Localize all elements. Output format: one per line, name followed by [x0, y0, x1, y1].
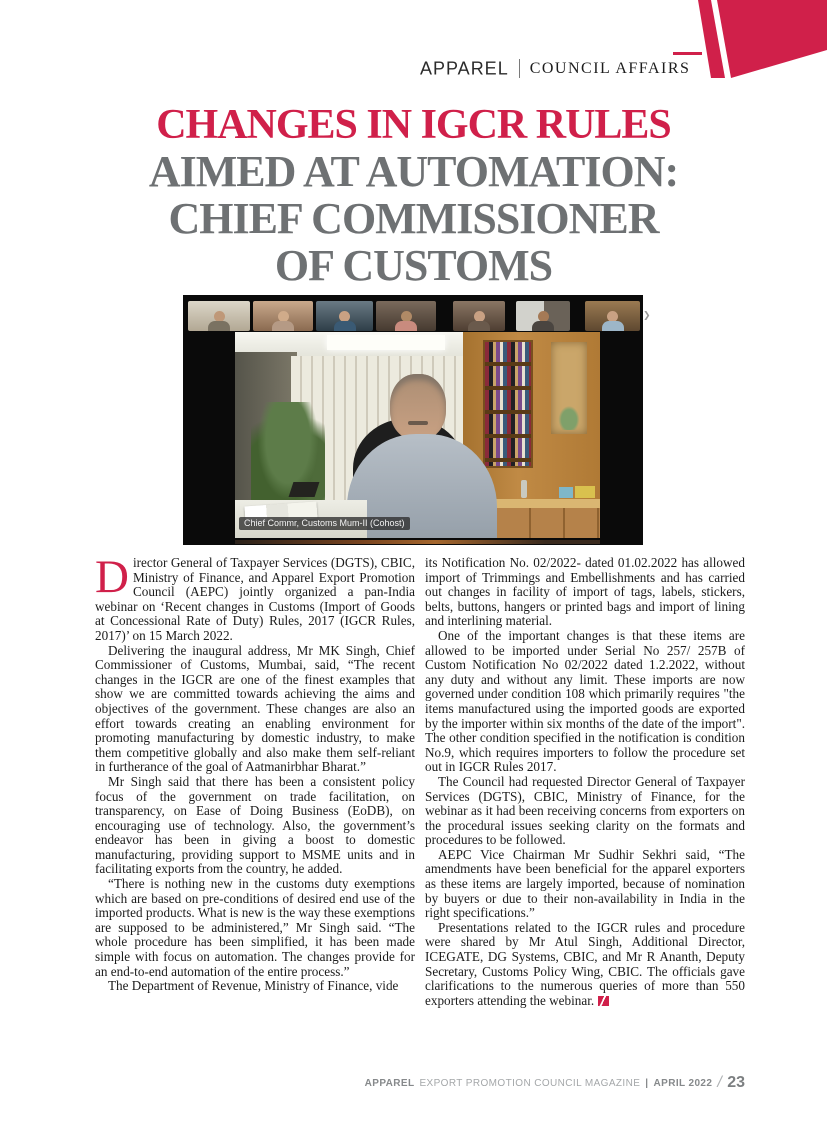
paragraph: AEPC Vice Chairman Mr Sudhir Sekhri said, “The amendments have been beneficial for the apparel exporters as these items are largely imported, because of nomination by buyers or due to their non-availability in India in the right specifications.” — [425, 846, 745, 921]
participant-thumbnail — [516, 301, 570, 331]
end-of-article-mark — [598, 996, 609, 1006]
page-number: 23 — [727, 1074, 745, 1091]
counter-item — [575, 486, 595, 498]
header-divider — [519, 59, 520, 78]
participant-thumbnail — [453, 301, 505, 331]
article-column-right — [425, 556, 745, 1008]
desk-phone — [289, 482, 320, 497]
page-header — [420, 58, 690, 79]
paragraph — [425, 921, 745, 1009]
footer-slash: / — [717, 1074, 723, 1091]
section-title: COUNCIL AFFAIRS — [529, 59, 691, 77]
paragraph: One of the important changes is that these items are allowed to be imported under Serial No 257/ 257B of Custom Notification No 02/2022 dated 1.2.2022, without any duty and without any limit. These imports are now governed under condition 108 which primarily requires "the items manufactured using the imported goods are exported by the importer within six months of the date of the import". The other condition specified in the notification is condition No.9, which requires importers to follow the procedure set out in IGCR Rules 2017. — [425, 627, 745, 775]
speaker-name-label: Chief Commr, Customs Mum-II (Cohost) — [239, 517, 410, 530]
footer-divider: | — [645, 1077, 649, 1089]
paragraph: its Notification No. 02/2022- dated 01.02.2022 has allowed import of Trimmings and Embellishments and has carried out changes in facility of import of tags, labels, stickers, belts, buttons, hangers or printed bags and import of lining and interlining material. — [425, 555, 745, 629]
ceiling-light — [327, 335, 445, 350]
counter-item — [559, 487, 573, 498]
speaker-mustache — [408, 421, 428, 425]
paragraph: The Council had requested Director General of Taxpayer Services (DGTS), CBIC, Ministry of Finance, for the webinar as it had been receiving concerns from exporters on the procedural issues seeking clarity on the formats and procedures to be followed. — [425, 773, 745, 848]
footer-brand: APPAREL — [364, 1077, 415, 1089]
article-title — [60, 102, 767, 289]
counter-item — [521, 480, 527, 498]
title-line-2: AIMED AT AUTOMATION: — [148, 147, 679, 196]
magazine-brand: APPAREL — [420, 57, 509, 79]
cabinet-niche — [551, 342, 587, 434]
participant-thumbnail — [253, 301, 313, 331]
bookshelf — [483, 340, 533, 468]
participant-thumbnail — [316, 301, 373, 331]
webinar-screenshot — [183, 295, 651, 545]
footer-issue-date: APRIL 2022 — [653, 1077, 713, 1089]
paragraph: Mr Singh said that there has been a consistent policy focus of the government on trade facilitation, on transparency, on Ease of Doing Business (EoDB), on encouraging use of technology. Also, the government’s endeavor has been in giving a boost to domestic manufacturing, providing support to MSME units and in facilitating exports from the country, he added. — [95, 773, 415, 877]
speaker-head — [390, 374, 446, 440]
article-column-left — [95, 551, 415, 1008]
participant-thumbnail-strip — [188, 300, 651, 332]
scroll-next-icon: ❯ — [643, 311, 651, 321]
title-line-3: CHIEF COMMISSIONER — [168, 194, 659, 243]
video-toolbar-strip — [235, 540, 600, 544]
paragraph-text: irector General of Taxpayer Services (DGTS), CBIC, Ministry of Finance, and Apparel Export Promotion Council (AEPC) jointly organized a pan-India webinar on ‘Recent changes in Customs (Import of Goods at Concessional Rate of Duty) Rules, 2017 (IGCR Rules, 2017)’ on 15 March 2022. — [95, 555, 415, 643]
drop-cap: D — [95, 551, 129, 603]
title-line-4: OF CUSTOMS — [274, 241, 553, 290]
paragraph: The Department of Revenue, Ministry of Finance, vide — [108, 978, 399, 994]
paragraph-text: Presentations related to the IGCR rules and procedure were shared by Mr Atul Singh, Additional Director, ICEGATE, DG Systems, CBIC, and Mr R Ananth, Deputy Secretary, Customs Policy Wing, CBIC. The officials gave clarifications to the numerous queries of more than 550 exporters attending the webinar. — [425, 919, 745, 1008]
paragraph: Delivering the inaugural address, Mr MK Singh, Chief Commissioner of Customs, Mumbai, said, “The recent changes in the IGCR are one of the finest examples that show we are committed towards achieving the aims and objectives of the government. These changes are also an effort towards creating an enabling environment for promoting manufacturing by domestic industry, to make them competitive globally and also make them self-reliant in furtherance of the goal of Aatmanirbhar Bharat.” — [95, 642, 415, 775]
title-line-1: CHANGES IN IGCR RULES — [156, 102, 671, 148]
page-footer — [365, 1074, 745, 1092]
paragraph — [95, 551, 415, 644]
participant-thumbnail — [376, 301, 436, 331]
apparel-a-logo — [667, 0, 827, 85]
footer-magazine-name: EXPORT PROMOTION COUNCIL MAGAZINE — [419, 1077, 641, 1089]
participant-thumbnail — [585, 301, 640, 331]
article-body — [95, 551, 745, 1008]
participant-thumbnail — [188, 301, 250, 331]
speaker-video — [235, 332, 600, 538]
paragraph: “There is nothing new in the customs duty exemptions which are based on pre-conditions of desired end use of the imported products. What is new is the way these exemptions are supposed to be administered,” Mr Singh said. “The whole procedure has been simplified, it has been made simple with focus on automation. The changes provide for an end-to-end automation of the entire process.” — [95, 876, 415, 979]
